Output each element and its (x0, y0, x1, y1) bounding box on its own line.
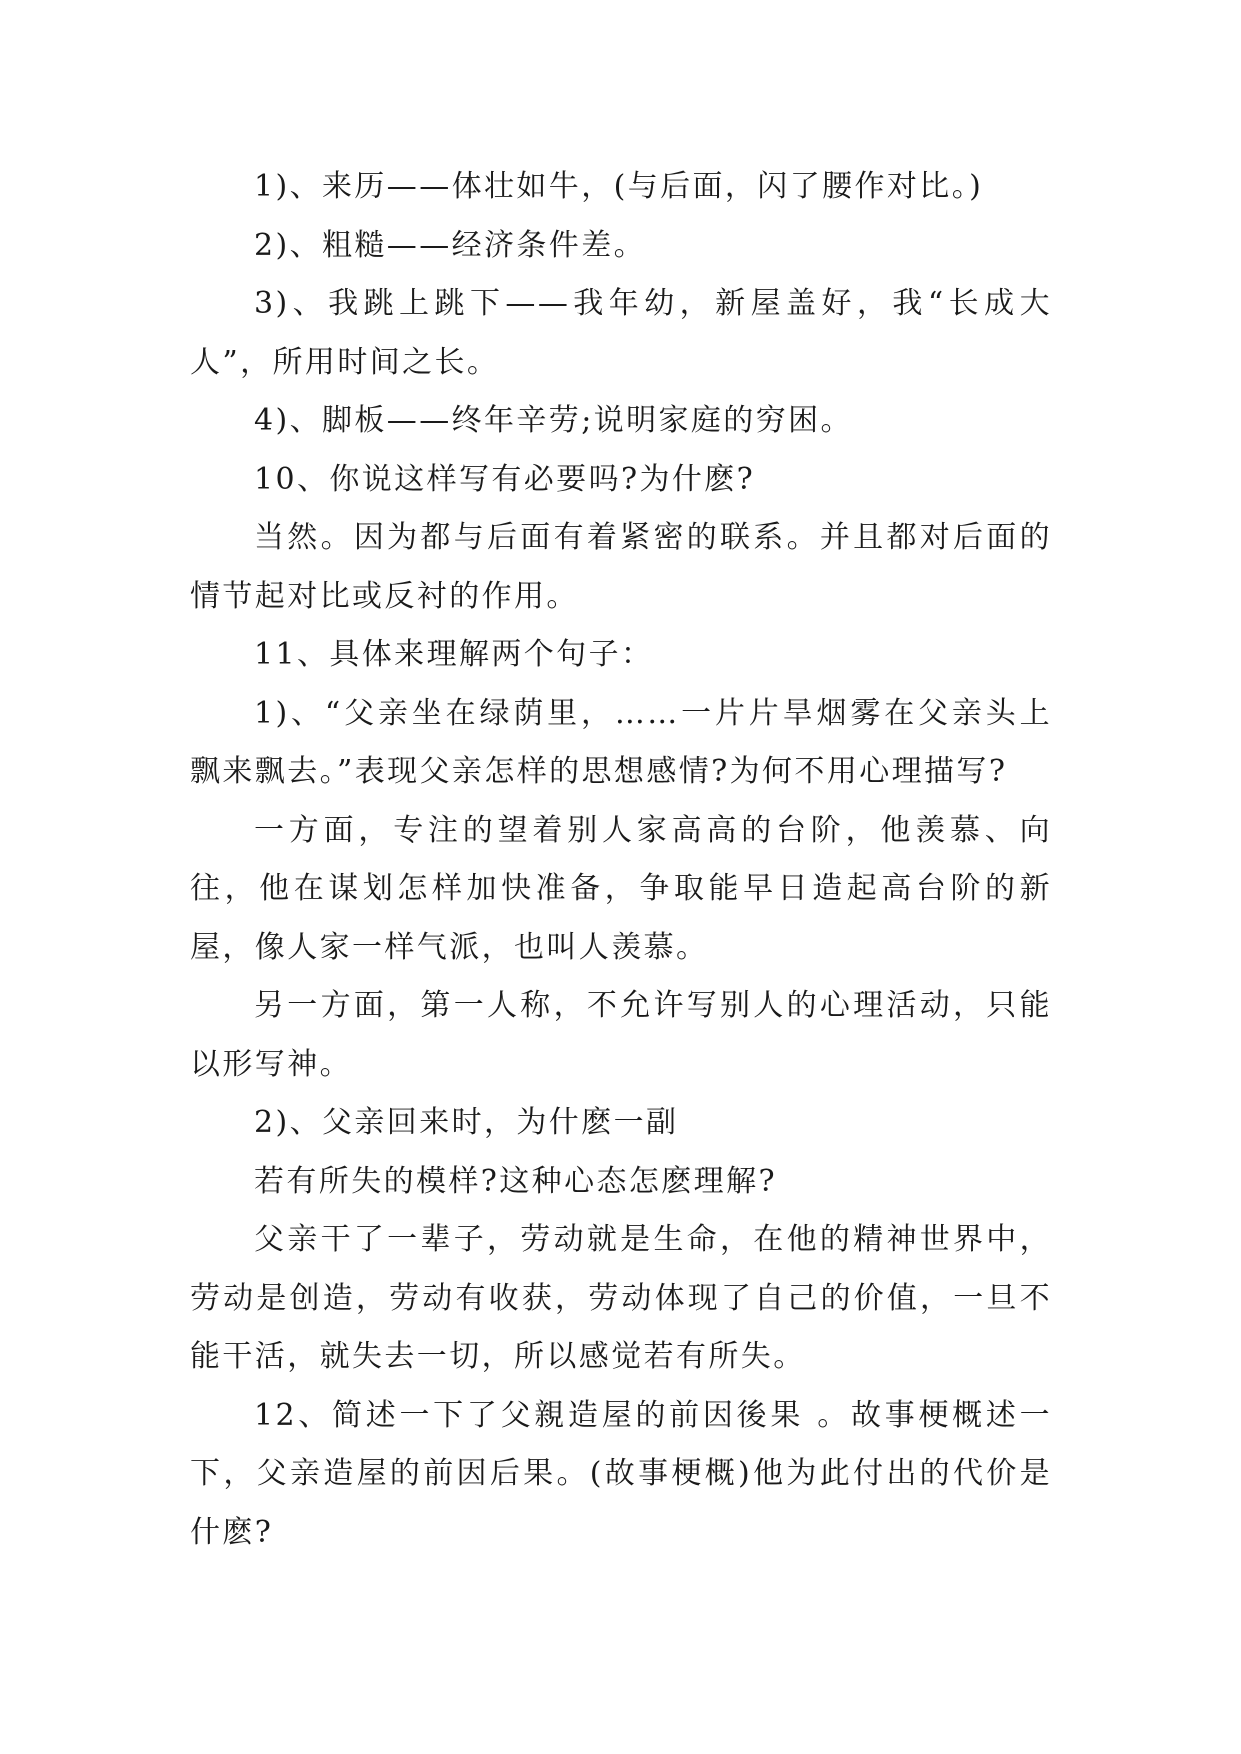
paragraph: 10、你说这样写有必要吗?为什麽? (254, 461, 756, 497)
paragraph: 另一方面，第一人称，不允许写别人的心理活动，只能以形写神。 (190, 988, 1052, 1082)
paragraph: 4)、脚板——终年辛劳;说明家庭的穷困。 (254, 403, 853, 438)
paragraph: 1)、“父亲坐在绿荫里，……一片片旱烟雾在父亲头上飘来飘去。”表现父亲怎样的思想感情?为何不用心理描写? (190, 695, 1052, 789)
paragraph: 父亲干了一辈子，劳动就是生命，在他的精神世界中，劳动是创造，劳动有收获，劳动体现了自己的价值，一旦不能干活，就失去一切，所以感觉若有所失。 (190, 1222, 1052, 1374)
paragraph: 12、简述一下了父親造屋的前因後果 。故事梗概述一下，父亲造屋的前因后果。(故事梗概)他为此付出的代价是什麽? (190, 1397, 1052, 1550)
document-body (190, 158, 1052, 1562)
paragraph: 2)、粗糙——经济条件差。 (254, 227, 646, 263)
paragraph: 若有所失的模样?这种心态怎麽理解? (254, 1163, 777, 1199)
paragraph: 当然。因为都与后面有着紧密的联系。并且都对后面的情节起对比或反衬的作用。 (190, 520, 1052, 614)
paragraph: 2)、父亲回来时，为什麽一副 (254, 1105, 679, 1140)
paragraph: 11、具体来理解两个句子： (254, 637, 654, 672)
paragraph: 1)、来历——体壮如牛，(与后面，闪了腰作对比。) (254, 169, 984, 204)
paragraph: 一方面，专注的望着别人家高高的台阶，他羡慕、向往，他在谋划怎样加快准备，争取能早日造起高台阶的新屋，像人家一样气派，也叫人羡慕。 (190, 812, 1052, 965)
paragraph: 3)、我跳上跳下——我年幼，新屋盖好，我“长成大人”，所用时间之长。 (190, 286, 1052, 380)
